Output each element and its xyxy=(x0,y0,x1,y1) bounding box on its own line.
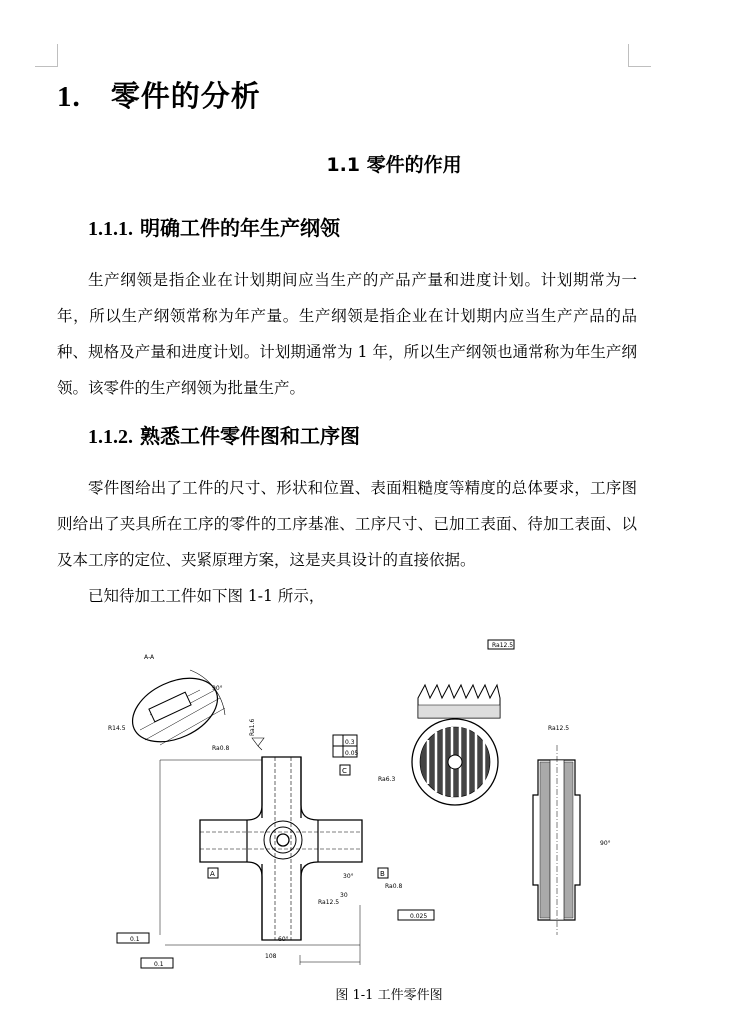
tooth-detail-view xyxy=(418,640,514,718)
svg-text:Ra12.5: Ra12.5 xyxy=(492,642,514,649)
svg-text:Ra12.5: Ra12.5 xyxy=(318,899,340,906)
heading-3-drawings: 1.1.2. 熟悉工件零件图和工序图 xyxy=(88,424,360,448)
margin-mark-top-right xyxy=(628,44,651,67)
figure-caption: 图 1-1 工件零件图 xyxy=(335,988,443,1003)
heading-2: 1.1 零件的作用 xyxy=(326,154,462,176)
svg-text:0.05: 0.05 xyxy=(345,750,359,757)
svg-text:C: C xyxy=(342,767,347,775)
roughness-ra16-label: Ra1.6 xyxy=(249,718,256,736)
main-view-cross xyxy=(117,719,434,968)
svg-text:30: 30 xyxy=(340,892,348,899)
svg-text:R14.5: R14.5 xyxy=(108,725,126,732)
part-drawing xyxy=(0,630,748,980)
margin-mark-top-left xyxy=(35,44,58,67)
paragraph-drawings: 零件图给出了工件的尺寸、形状和位置、表面粗糙度等精度的总体要求，工序图则给出了夹具所在工序的零件的工序基准、工序尺寸、已加工表面、待加工表面、以及本工序的定位、夹紧原理方案，这是夹具设计的直接依据。 已知待加工工件如下图 1-1 所示， xyxy=(57,479,637,605)
svg-text:60°: 60° xyxy=(278,936,289,943)
svg-text:Ra0.8: Ra0.8 xyxy=(212,745,230,752)
section-view-a-a xyxy=(108,654,228,754)
svg-text:B: B xyxy=(380,870,385,878)
svg-text:A-A: A-A xyxy=(144,654,155,661)
end-view xyxy=(412,719,498,805)
svg-text:108: 108 xyxy=(265,953,277,960)
side-section-view xyxy=(533,725,611,935)
svg-text:Ra0.8: Ra0.8 xyxy=(385,883,403,890)
svg-text:90°: 90° xyxy=(212,685,223,692)
paragraph-production: 生产纲领是指企业在计划期间应当生产的产品产量和进度计划。计划期常为一年，所以生产纲领常称为年产量。生产纲领是指企业在计划期内应当生产产品的品种、规格及产量和进度计划。计划期通常为 1 年，所以生产纲领也通常称为年生产纲领。该零件的生产纲领为批量生产。 xyxy=(57,271,637,397)
svg-text:30°: 30° xyxy=(343,873,354,880)
svg-text:0.1: 0.1 xyxy=(154,961,164,968)
svg-text:0.1: 0.1 xyxy=(130,936,140,943)
svg-text:90°: 90° xyxy=(600,840,611,847)
svg-text:A: A xyxy=(210,870,215,878)
svg-text:Ra6.3: Ra6.3 xyxy=(378,776,396,783)
heading-1: 1. 零件的分析 xyxy=(57,79,261,113)
svg-text:0.025: 0.025 xyxy=(410,913,428,920)
heading-3-annual-production: 1.1.1. 明确工件的年生产纲领 xyxy=(88,216,340,240)
svg-text:Ra12.5: Ra12.5 xyxy=(548,725,570,732)
svg-text:0.3: 0.3 xyxy=(345,739,355,746)
